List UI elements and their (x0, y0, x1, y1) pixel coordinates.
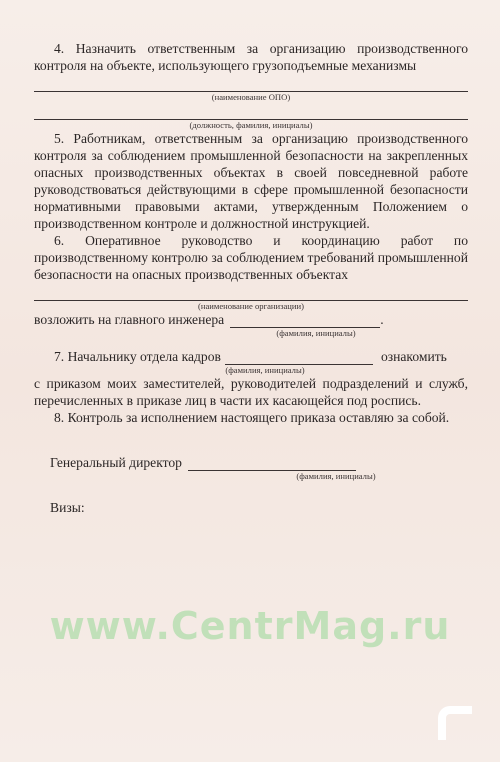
chief-engineer-label: возложить на главного инженера (34, 312, 225, 327)
opo-name-fill-line (34, 76, 468, 92)
position-name-caption: (должность, фамилия, инициалы) (189, 120, 313, 130)
hr-head-label: 7. Начальнику отдела кадров (54, 349, 221, 364)
hr-head-fill-line (225, 352, 373, 365)
signature-label: Генеральный директор (50, 455, 182, 470)
position-name-fill-line (34, 104, 468, 120)
paragraph-6: 6. Оперативное руководство и координацию работ по производственному контролю за соблюдением требований промышленной безопасности на опасных производственных объектах (34, 233, 468, 282)
paragraph-7-text: с приказом моих заместителей, руководителей подразделений и служб, перечисленных в приказе лиц в части их касающейся под роспись. (34, 376, 468, 408)
organization-fill-line (34, 285, 468, 301)
signature-caption: (фамилия, инициалы) (296, 471, 376, 481)
document-body (34, 40, 468, 516)
organization-caption: (наименование организации) (198, 301, 304, 311)
acquaint-label: ознакомить (380, 349, 447, 364)
chief-engineer-caption: (фамилия, инициалы) (276, 328, 356, 338)
hr-head-caption: (фамилия, инициалы) (225, 365, 305, 375)
chief-engineer-fill-line (230, 315, 380, 328)
hr-head-row (34, 348, 468, 365)
period-mark: . (380, 312, 384, 327)
paragraph-5: 5. Работникам, ответственным за организацию производственного контроля за соблюдением промышленной безопасности на закрепленных опасных производственных объектах в своей повседневной работе руководствоваться действующими в сфере промышленной безопасности нормативными правовыми актами, утвержденным Положением о производственном контроле и должностной инструкцией. (34, 131, 468, 231)
signature-row (34, 454, 468, 471)
paragraph-8: 8. Контроль за исполнением настоящего приказа оставляю за собой. (54, 410, 450, 425)
chief-engineer-row (34, 311, 468, 328)
paragraph-4: 4. Назначить ответственным за организацию производственного контроля на объекте, использующего грузоподъемные механизмы (34, 41, 468, 73)
opo-name-caption: (наименование ОПО) (211, 92, 291, 102)
signature-fill-line (188, 458, 356, 471)
visas-label: Визы: (50, 500, 85, 515)
watermark-text: www.CentrMag.ru (49, 604, 451, 648)
page-corner-mark (438, 706, 472, 740)
